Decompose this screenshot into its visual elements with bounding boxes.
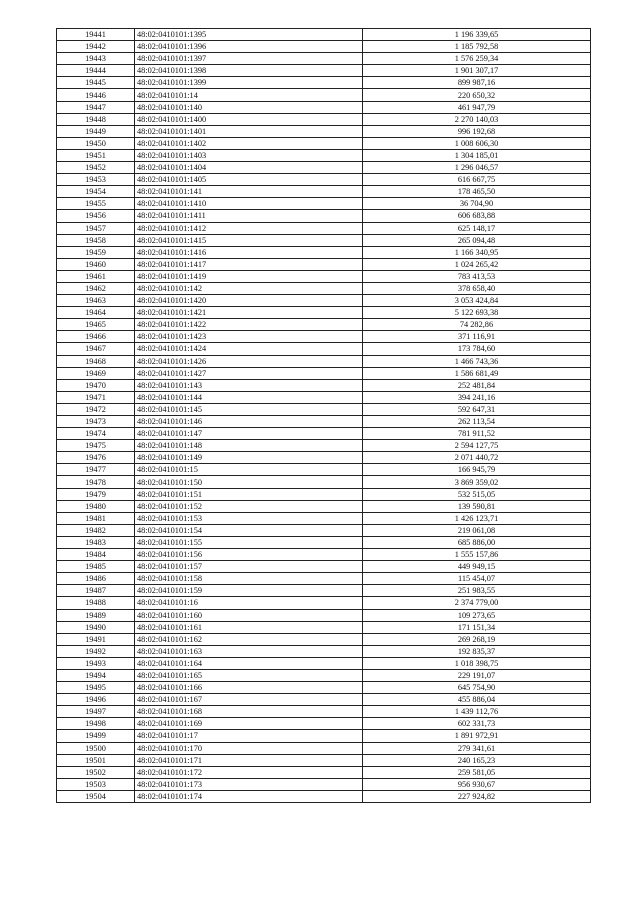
row-number-cell: 19448 xyxy=(57,113,135,125)
table-row xyxy=(57,754,591,766)
table-row xyxy=(57,706,591,718)
table-row xyxy=(57,101,591,113)
table-row xyxy=(57,778,591,790)
table-row xyxy=(57,198,591,210)
table-row xyxy=(57,270,591,282)
cadastral-number-cell: 48:02:0410101:142 xyxy=(135,282,363,294)
table-row xyxy=(57,585,591,597)
row-number-cell: 19491 xyxy=(57,633,135,645)
row-number-cell: 19443 xyxy=(57,53,135,65)
cadastral-number-cell: 48:02:0410101:151 xyxy=(135,488,363,500)
row-number-cell: 19456 xyxy=(57,210,135,222)
cadastral-number-cell: 48:02:0410101:172 xyxy=(135,766,363,778)
cadastral-number-cell: 48:02:0410101:167 xyxy=(135,694,363,706)
table-row xyxy=(57,367,591,379)
cadastral-number-cell: 48:02:0410101:17 xyxy=(135,730,363,742)
row-number-cell: 19465 xyxy=(57,319,135,331)
row-number-cell: 19503 xyxy=(57,778,135,790)
cadastral-number-cell: 48:02:0410101:1410 xyxy=(135,198,363,210)
row-number-cell: 19464 xyxy=(57,307,135,319)
row-number-cell: 19473 xyxy=(57,416,135,428)
table-row xyxy=(57,113,591,125)
cadastral-value-cell: 2 594 127,75 xyxy=(363,440,591,452)
cadastral-number-cell: 48:02:0410101:1396 xyxy=(135,41,363,53)
row-number-cell: 19451 xyxy=(57,149,135,161)
cadastral-number-cell: 48:02:0410101:1415 xyxy=(135,234,363,246)
cadastral-number-cell: 48:02:0410101:1400 xyxy=(135,113,363,125)
row-number-cell: 19457 xyxy=(57,222,135,234)
row-number-cell: 19490 xyxy=(57,621,135,633)
cadastral-value-cell: 394 241,16 xyxy=(363,391,591,403)
cadastral-value-cell: 5 122 693,38 xyxy=(363,307,591,319)
cadastral-value-cell: 371 116,91 xyxy=(363,331,591,343)
cadastral-number-cell: 48:02:0410101:1402 xyxy=(135,137,363,149)
table-row xyxy=(57,89,591,101)
cadastral-value-cell: 781 911,52 xyxy=(363,428,591,440)
row-number-cell: 19484 xyxy=(57,549,135,561)
cadastral-value-cell: 783 413,53 xyxy=(363,270,591,282)
cadastral-number-cell: 48:02:0410101:1419 xyxy=(135,270,363,282)
row-number-cell: 19460 xyxy=(57,258,135,270)
cadastral-number-cell: 48:02:0410101:168 xyxy=(135,706,363,718)
table-row xyxy=(57,657,591,669)
table-row xyxy=(57,137,591,149)
table-row xyxy=(57,549,591,561)
cadastral-number-cell: 48:02:0410101:1398 xyxy=(135,65,363,77)
row-number-cell: 19462 xyxy=(57,282,135,294)
cadastral-number-cell: 48:02:0410101:1421 xyxy=(135,307,363,319)
cadastral-value-cell: 378 658,40 xyxy=(363,282,591,294)
cadastral-number-cell: 48:02:0410101:146 xyxy=(135,416,363,428)
cadastral-number-cell: 48:02:0410101:161 xyxy=(135,621,363,633)
cadastral-number-cell: 48:02:0410101:157 xyxy=(135,561,363,573)
cadastral-value-cell: 3 869 359,02 xyxy=(363,476,591,488)
cadastral-value-cell: 1 008 606,30 xyxy=(363,137,591,149)
cadastral-number-cell: 48:02:0410101:1416 xyxy=(135,246,363,258)
cadastral-value-cell: 956 930,67 xyxy=(363,778,591,790)
cadastral-number-cell: 48:02:0410101:169 xyxy=(135,718,363,730)
row-number-cell: 19486 xyxy=(57,573,135,585)
cadastral-value-cell: 252 481,84 xyxy=(363,379,591,391)
row-number-cell: 19468 xyxy=(57,355,135,367)
cadastral-number-cell: 48:02:0410101:1405 xyxy=(135,174,363,186)
row-number-cell: 19459 xyxy=(57,246,135,258)
row-number-cell: 19476 xyxy=(57,452,135,464)
cadastral-number-cell: 48:02:0410101:154 xyxy=(135,524,363,536)
row-number-cell: 19492 xyxy=(57,645,135,657)
row-number-cell: 19472 xyxy=(57,403,135,415)
cadastral-value-cell: 996 192,68 xyxy=(363,125,591,137)
table-row xyxy=(57,29,591,41)
cadastral-value-cell: 229 191,07 xyxy=(363,669,591,681)
cadastral-value-cell: 1 166 340,95 xyxy=(363,246,591,258)
table-row xyxy=(57,621,591,633)
cadastral-value-cell: 1 304 185,01 xyxy=(363,149,591,161)
table-row xyxy=(57,391,591,403)
row-number-cell: 19455 xyxy=(57,198,135,210)
cadastral-value-cell: 616 667,75 xyxy=(363,174,591,186)
cadastral-value-cell: 455 886,04 xyxy=(363,694,591,706)
table-row xyxy=(57,790,591,802)
cadastral-value-cell: 251 983,55 xyxy=(363,585,591,597)
table-row xyxy=(57,65,591,77)
cadastral-value-cell: 602 331,73 xyxy=(363,718,591,730)
row-number-cell: 19449 xyxy=(57,125,135,137)
table-row xyxy=(57,222,591,234)
table-row xyxy=(57,162,591,174)
cadastral-value-cell: 449 949,15 xyxy=(363,561,591,573)
cadastral-value-cell: 2 071 440,72 xyxy=(363,452,591,464)
table-row xyxy=(57,488,591,500)
table-row xyxy=(57,307,591,319)
cadastral-number-cell: 48:02:0410101:1401 xyxy=(135,125,363,137)
cadastral-value-cell: 240 165,23 xyxy=(363,754,591,766)
table-row xyxy=(57,53,591,65)
cadastral-number-cell: 48:02:0410101:1417 xyxy=(135,258,363,270)
table-row xyxy=(57,343,591,355)
cadastral-number-cell: 48:02:0410101:166 xyxy=(135,682,363,694)
row-number-cell: 19493 xyxy=(57,657,135,669)
cadastral-value-cell: 3 053 424,84 xyxy=(363,295,591,307)
row-number-cell: 19469 xyxy=(57,367,135,379)
cadastral-value-table xyxy=(56,28,591,803)
cadastral-number-cell: 48:02:0410101:174 xyxy=(135,790,363,802)
table-row xyxy=(57,645,591,657)
cadastral-value-cell: 192 835,37 xyxy=(363,645,591,657)
cadastral-value-cell: 1 439 112,76 xyxy=(363,706,591,718)
cadastral-value-cell: 606 683,88 xyxy=(363,210,591,222)
cadastral-value-cell: 109 273,65 xyxy=(363,609,591,621)
cadastral-value-cell: 173 784,60 xyxy=(363,343,591,355)
cadastral-number-cell: 48:02:0410101:1397 xyxy=(135,53,363,65)
row-number-cell: 19480 xyxy=(57,500,135,512)
cadastral-value-cell: 2 270 140,03 xyxy=(363,113,591,125)
row-number-cell: 19447 xyxy=(57,101,135,113)
cadastral-number-cell: 48:02:0410101:14 xyxy=(135,89,363,101)
table-body xyxy=(57,29,591,803)
cadastral-number-cell: 48:02:0410101:155 xyxy=(135,536,363,548)
table-row xyxy=(57,597,591,609)
cadastral-value-cell: 259 581,05 xyxy=(363,766,591,778)
row-number-cell: 19482 xyxy=(57,524,135,536)
cadastral-value-cell: 220 650,32 xyxy=(363,89,591,101)
cadastral-number-cell: 48:02:0410101:1395 xyxy=(135,29,363,41)
cadastral-value-cell: 461 947,79 xyxy=(363,101,591,113)
row-number-cell: 19463 xyxy=(57,295,135,307)
table-row xyxy=(57,428,591,440)
row-number-cell: 19479 xyxy=(57,488,135,500)
table-row xyxy=(57,452,591,464)
row-number-cell: 19461 xyxy=(57,270,135,282)
table-row xyxy=(57,174,591,186)
row-number-cell: 19502 xyxy=(57,766,135,778)
table-row xyxy=(57,355,591,367)
cadastral-number-cell: 48:02:0410101:148 xyxy=(135,440,363,452)
cadastral-value-cell: 166 945,79 xyxy=(363,464,591,476)
cadastral-number-cell: 48:02:0410101:159 xyxy=(135,585,363,597)
row-number-cell: 19441 xyxy=(57,29,135,41)
table-row xyxy=(57,536,591,548)
cadastral-value-cell: 685 886,00 xyxy=(363,536,591,548)
table-row xyxy=(57,718,591,730)
table-row xyxy=(57,464,591,476)
cadastral-value-cell: 1 185 792,58 xyxy=(363,41,591,53)
cadastral-number-cell: 48:02:0410101:156 xyxy=(135,549,363,561)
cadastral-value-cell: 178 465,50 xyxy=(363,186,591,198)
table-row xyxy=(57,258,591,270)
row-number-cell: 19489 xyxy=(57,609,135,621)
row-number-cell: 19504 xyxy=(57,790,135,802)
table-row xyxy=(57,742,591,754)
row-number-cell: 19483 xyxy=(57,536,135,548)
row-number-cell: 19481 xyxy=(57,512,135,524)
cadastral-number-cell: 48:02:0410101:144 xyxy=(135,391,363,403)
row-number-cell: 19445 xyxy=(57,77,135,89)
table-row xyxy=(57,561,591,573)
cadastral-value-cell: 1 018 398,75 xyxy=(363,657,591,669)
row-number-cell: 19470 xyxy=(57,379,135,391)
cadastral-value-cell: 269 268,19 xyxy=(363,633,591,645)
row-number-cell: 19494 xyxy=(57,669,135,681)
cadastral-value-cell: 2 374 779,00 xyxy=(363,597,591,609)
cadastral-value-cell: 279 341,61 xyxy=(363,742,591,754)
cadastral-number-cell: 48:02:0410101:141 xyxy=(135,186,363,198)
cadastral-number-cell: 48:02:0410101:1411 xyxy=(135,210,363,222)
cadastral-number-cell: 48:02:0410101:164 xyxy=(135,657,363,669)
row-number-cell: 19488 xyxy=(57,597,135,609)
cadastral-number-cell: 48:02:0410101:1399 xyxy=(135,77,363,89)
table-row xyxy=(57,379,591,391)
table-row xyxy=(57,125,591,137)
cadastral-number-cell: 48:02:0410101:15 xyxy=(135,464,363,476)
row-number-cell: 19495 xyxy=(57,682,135,694)
cadastral-number-cell: 48:02:0410101:145 xyxy=(135,403,363,415)
cadastral-number-cell: 48:02:0410101:162 xyxy=(135,633,363,645)
cadastral-number-cell: 48:02:0410101:173 xyxy=(135,778,363,790)
cadastral-value-cell: 115 454,07 xyxy=(363,573,591,585)
cadastral-value-cell: 227 924,82 xyxy=(363,790,591,802)
table-row xyxy=(57,500,591,512)
table-row xyxy=(57,440,591,452)
row-number-cell: 19471 xyxy=(57,391,135,403)
table-row xyxy=(57,730,591,742)
cadastral-value-cell: 1 426 123,71 xyxy=(363,512,591,524)
cadastral-number-cell: 48:02:0410101:163 xyxy=(135,645,363,657)
cadastral-value-cell: 1 296 046,57 xyxy=(363,162,591,174)
cadastral-value-cell: 139 590,81 xyxy=(363,500,591,512)
cadastral-number-cell: 48:02:0410101:160 xyxy=(135,609,363,621)
row-number-cell: 19487 xyxy=(57,585,135,597)
row-number-cell: 19499 xyxy=(57,730,135,742)
cadastral-number-cell: 48:02:0410101:1423 xyxy=(135,331,363,343)
cadastral-number-cell: 48:02:0410101:170 xyxy=(135,742,363,754)
table-row xyxy=(57,524,591,536)
cadastral-number-cell: 48:02:0410101:153 xyxy=(135,512,363,524)
cadastral-number-cell: 48:02:0410101:152 xyxy=(135,500,363,512)
cadastral-value-cell: 1 196 339,65 xyxy=(363,29,591,41)
cadastral-number-cell: 48:02:0410101:140 xyxy=(135,101,363,113)
cadastral-number-cell: 48:02:0410101:150 xyxy=(135,476,363,488)
row-number-cell: 19444 xyxy=(57,65,135,77)
cadastral-value-cell: 262 113,54 xyxy=(363,416,591,428)
row-number-cell: 19477 xyxy=(57,464,135,476)
table-row xyxy=(57,210,591,222)
cadastral-value-cell: 1 024 265,42 xyxy=(363,258,591,270)
row-number-cell: 19450 xyxy=(57,137,135,149)
row-number-cell: 19500 xyxy=(57,742,135,754)
cadastral-value-cell: 74 282,86 xyxy=(363,319,591,331)
cadastral-number-cell: 48:02:0410101:1426 xyxy=(135,355,363,367)
cadastral-value-cell: 265 094,48 xyxy=(363,234,591,246)
row-number-cell: 19475 xyxy=(57,440,135,452)
row-number-cell: 19466 xyxy=(57,331,135,343)
table-row xyxy=(57,234,591,246)
table-row xyxy=(57,295,591,307)
row-number-cell: 19446 xyxy=(57,89,135,101)
cadastral-value-cell: 899 987,16 xyxy=(363,77,591,89)
cadastral-value-cell: 1 555 157,86 xyxy=(363,549,591,561)
table-row xyxy=(57,633,591,645)
row-number-cell: 19474 xyxy=(57,428,135,440)
table-row xyxy=(57,669,591,681)
cadastral-number-cell: 48:02:0410101:1424 xyxy=(135,343,363,355)
table-row xyxy=(57,319,591,331)
cadastral-value-cell: 219 061,08 xyxy=(363,524,591,536)
row-number-cell: 19454 xyxy=(57,186,135,198)
table-row xyxy=(57,476,591,488)
row-number-cell: 19485 xyxy=(57,561,135,573)
row-number-cell: 19453 xyxy=(57,174,135,186)
cadastral-number-cell: 48:02:0410101:149 xyxy=(135,452,363,464)
cadastral-number-cell: 48:02:0410101:1404 xyxy=(135,162,363,174)
row-number-cell: 19452 xyxy=(57,162,135,174)
table-row xyxy=(57,766,591,778)
cadastral-value-cell: 1 891 972,91 xyxy=(363,730,591,742)
row-number-cell: 19458 xyxy=(57,234,135,246)
cadastral-number-cell: 48:02:0410101:16 xyxy=(135,597,363,609)
cadastral-value-cell: 1 466 743,36 xyxy=(363,355,591,367)
cadastral-number-cell: 48:02:0410101:147 xyxy=(135,428,363,440)
row-number-cell: 19496 xyxy=(57,694,135,706)
cadastral-value-cell: 36 704,90 xyxy=(363,198,591,210)
table-row xyxy=(57,512,591,524)
cadastral-value-cell: 645 754,90 xyxy=(363,682,591,694)
cadastral-value-cell: 532 515,05 xyxy=(363,488,591,500)
cadastral-number-cell: 48:02:0410101:1427 xyxy=(135,367,363,379)
table-row xyxy=(57,149,591,161)
row-number-cell: 19467 xyxy=(57,343,135,355)
table-row xyxy=(57,246,591,258)
cadastral-number-cell: 48:02:0410101:1422 xyxy=(135,319,363,331)
row-number-cell: 19478 xyxy=(57,476,135,488)
cadastral-number-cell: 48:02:0410101:171 xyxy=(135,754,363,766)
cadastral-number-cell: 48:02:0410101:1403 xyxy=(135,149,363,161)
cadastral-number-cell: 48:02:0410101:158 xyxy=(135,573,363,585)
cadastral-number-cell: 48:02:0410101:143 xyxy=(135,379,363,391)
table-row xyxy=(57,694,591,706)
cadastral-value-cell: 1 576 259,34 xyxy=(363,53,591,65)
cadastral-number-cell: 48:02:0410101:165 xyxy=(135,669,363,681)
table-row xyxy=(57,416,591,428)
table-row xyxy=(57,403,591,415)
cadastral-value-cell: 171 151,34 xyxy=(363,621,591,633)
table-row xyxy=(57,573,591,585)
cadastral-value-cell: 1 901 307,17 xyxy=(363,65,591,77)
cadastral-number-cell: 48:02:0410101:1412 xyxy=(135,222,363,234)
table-row xyxy=(57,282,591,294)
table-row xyxy=(57,609,591,621)
row-number-cell: 19501 xyxy=(57,754,135,766)
row-number-cell: 19442 xyxy=(57,41,135,53)
cadastral-number-cell: 48:02:0410101:1420 xyxy=(135,295,363,307)
cadastral-value-cell: 592 647,31 xyxy=(363,403,591,415)
table-row xyxy=(57,41,591,53)
row-number-cell: 19497 xyxy=(57,706,135,718)
table-row xyxy=(57,186,591,198)
row-number-cell: 19498 xyxy=(57,718,135,730)
cadastral-value-cell: 1 586 681,49 xyxy=(363,367,591,379)
table-row xyxy=(57,682,591,694)
cadastral-value-cell: 625 148,17 xyxy=(363,222,591,234)
table-row xyxy=(57,331,591,343)
table-row xyxy=(57,77,591,89)
